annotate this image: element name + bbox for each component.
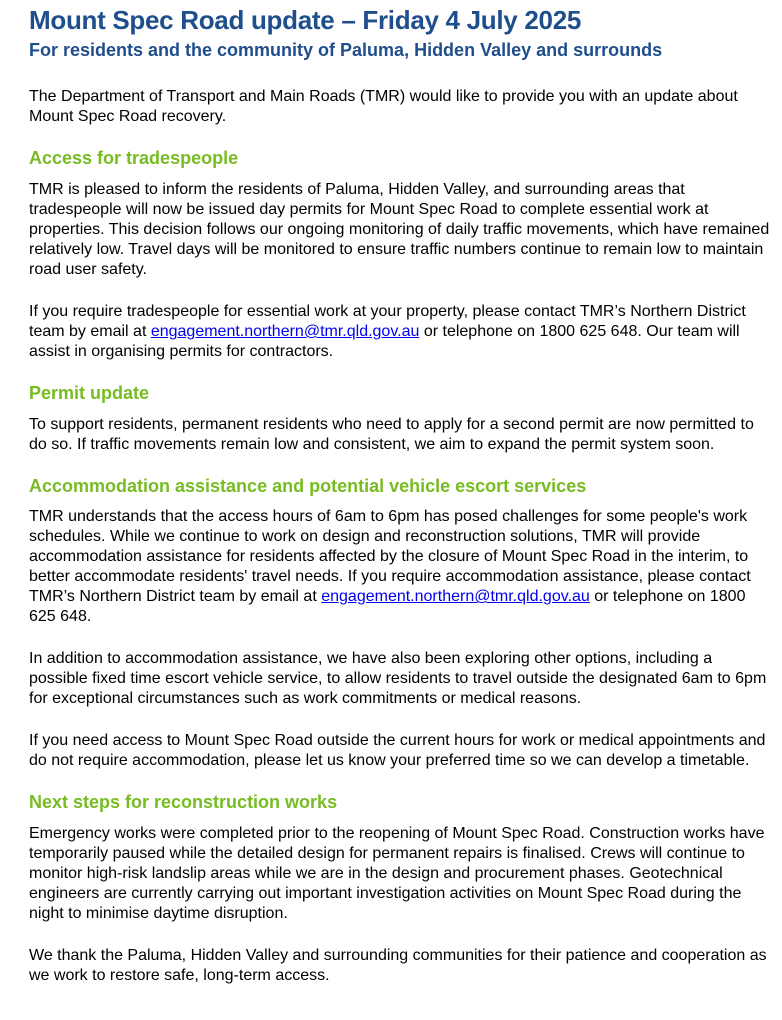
email-link[interactable]: engagement.northern@tmr.qld.gov.au bbox=[150, 323, 420, 341]
paragraph-tradespeople-permits: TMR is pleased to inform the residents of Paluma, Hidden Valley, and surrounding areas that tradespeople will now be issued day permits for Mount Spec Road to complete essential work at properties. This decision follows our ongoing monitoring of daily traffic movements, which have remained relatively low. Travel days will be monitored to ensure traffic numbers continue to remain low to maintain road user safety. bbox=[29, 181, 770, 279]
contact-text-after: or telephone on 1800 625 648. Our team will assist in organising permits for contractors. bbox=[29, 323, 740, 361]
page-title: Mount Spec Road update – Friday 4 July 2025 bbox=[29, 5, 582, 35]
accommodation-text-after: or telephone on 1800 625 648. bbox=[29, 588, 746, 626]
paragraph-reconstruction: Emergency works were completed prior to the reopening of Mount Spec Road. Construction works have temporarily paused while the detailed design for permanent repairs is finalised. Crews will continue to monitor high-risk landslip areas while we are in the design and procurement phases. Geotechnical engineers are currently carrying out important investigation activities on Mount Spec Road during the night to minimise daytime disruption. bbox=[29, 824, 765, 922]
paragraph-permit-update: To support residents, permanent residents who need to apply for a second permit are now permitted to do so. If traffic movements remain low and consistent, we aim to expand the permit system soon. bbox=[29, 415, 754, 453]
section-heading-accommodation: Accommodation assistance and potential vehicle escort services bbox=[29, 475, 587, 496]
paragraph-escort-options: In addition to accommodation assistance, we have also been exploring other options, including a possible fixed time escort vehicle service, to allow residents to travel outside the designated 6am to 6pm for exceptional circumstances such as work commitments or medical reasons. bbox=[29, 650, 767, 708]
paragraph-thanks: We thank the Paluma, Hidden Valley and surrounding communities for their patience and cooperation as we work to restore safe, long-term access. bbox=[29, 946, 767, 984]
intro-paragraph: The Department of Transport and Main Roads (TMR) would like to provide you with an update about Mount Spec Road recovery. bbox=[29, 88, 738, 126]
paragraph-tradespeople-contact bbox=[29, 302, 772, 362]
section-heading-next-steps: Next steps for reconstruction works bbox=[29, 792, 338, 813]
page-subtitle: For residents and the community of Paluma, Hidden Valley and surrounds bbox=[29, 39, 663, 60]
contact-text-before: If you require tradespeople for essential work at your property, please contact TMR’s Northern District team by email at bbox=[29, 303, 746, 341]
section-heading-tradespeople: Access for tradespeople bbox=[29, 148, 239, 169]
email-link[interactable]: engagement.northern@tmr.qld.gov.au bbox=[321, 588, 590, 606]
accommodation-text-before: TMR understands that the access hours of 6am to 6pm has posed challenges for some people's work schedules. While we continue to work on design and reconstruction solutions, TMR will provide accommodation assistance for residents affected by the closure of Mount Spec Road in the interim, to better accommodate residents' travel needs. If you require accommodation assistance, please contact TMR’s Northern District team by email at bbox=[29, 508, 751, 606]
paragraph-timetable: If you need access to Mount Spec Road outside the current hours for work or medical appointments and do not require accommodation, please let us know your preferred time so we can develop a timetable. bbox=[29, 732, 766, 770]
paragraph-accommodation-contact bbox=[29, 507, 772, 627]
section-heading-permit-update: Permit update bbox=[29, 383, 150, 404]
